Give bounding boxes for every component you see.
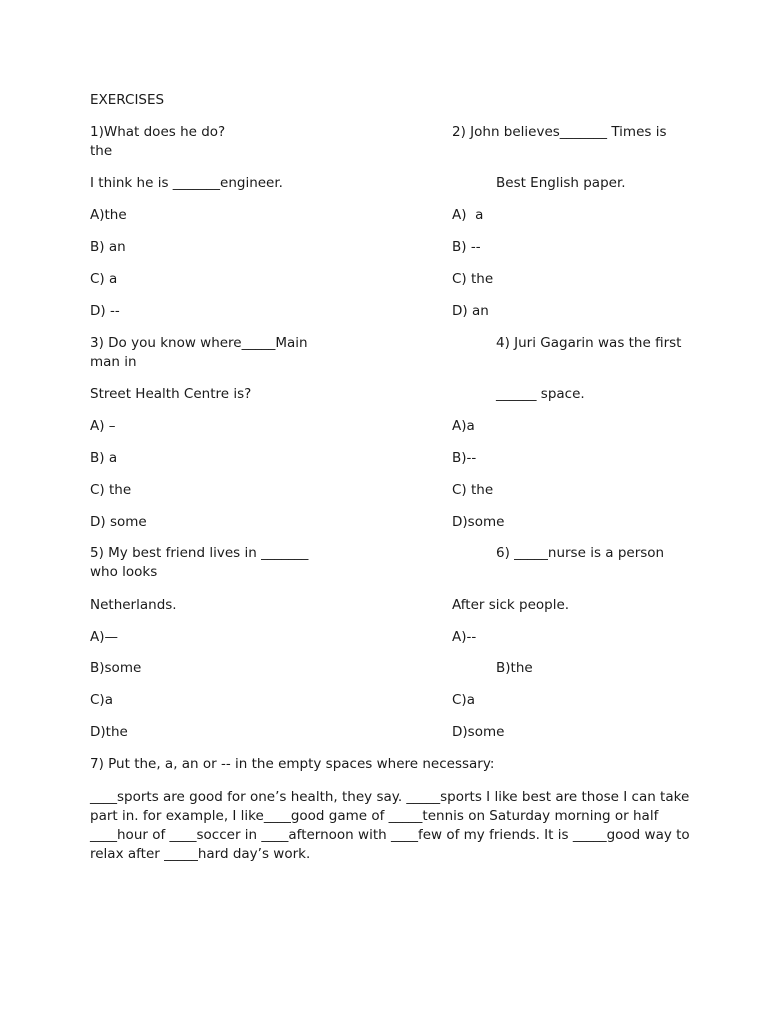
q1-prompt: 1)What does he do? [90, 124, 226, 140]
q6-option-c: C)a [452, 692, 475, 708]
q3-option-c: C) the [90, 482, 132, 498]
q6-prompt: 6) _____nurse is a person [496, 545, 665, 561]
q6-option-b: B)the [496, 660, 533, 676]
q5-option-c: C)a [90, 692, 113, 708]
q1-option-d: D) -- [90, 303, 120, 319]
q3-option-b: B) a [90, 450, 118, 466]
q1-prompt-continued: I think he is _______engineer. [90, 175, 283, 191]
q5-option-b: B)some [90, 660, 142, 676]
q2-prompt: 2) John believes_______ Times is the [90, 124, 667, 159]
q2-option-b: B) -- [452, 239, 481, 255]
q3-prompt: 3) Do you know where_____Main [90, 335, 308, 351]
q5-option-a: A)— [90, 629, 119, 645]
q5-prompt-continued: Netherlands. [90, 597, 177, 613]
q2-option-c: C) the [452, 271, 494, 287]
q5-prompt: 5) My best friend lives in _______ who looks [90, 545, 309, 580]
q6-prompt-continued: After sick people. [452, 597, 570, 613]
q6-option-a: A)-- [452, 629, 477, 645]
page-heading: EXERCISES [90, 92, 165, 108]
q3-option-d: D) some [90, 514, 147, 530]
q6-option-d: D)some [452, 724, 505, 740]
q2-option-a: A) a [452, 207, 484, 223]
q7-paragraph: ____sports are good for one’s health, they say. _____sports I like best are those I can take part in. for example, I like____good game of _____tennis on Saturday morning or half ____hour of ____soccer in ____afternoon with ____few of my friends. It is _____good way to relax after _____hard day’s work. [90, 789, 690, 862]
q4-option-a: A)a [452, 418, 475, 434]
q4-option-b: B)-- [452, 450, 477, 466]
q7-prompt: 7) Put the, a, an or -- in the empty spaces where necessary: [90, 756, 495, 772]
q4-prompt-continued: ______ space. [496, 386, 585, 402]
q2-option-d: D) an [452, 303, 489, 319]
q1-option-a: A)the [90, 207, 127, 223]
q3-option-a: A) – [90, 418, 116, 434]
q3-prompt-continued: Street Health Centre is? [90, 386, 252, 402]
q1-option-b: B) an [90, 239, 126, 255]
q4-option-d: D)some [452, 514, 505, 530]
q2-prompt-continued: Best English paper. [496, 175, 626, 191]
q4-prompt: 4) Juri Gagarin was the first man in [90, 335, 682, 370]
q1-option-c: C) a [90, 271, 118, 287]
q5-option-d: D)the [90, 724, 128, 740]
q4-option-c: C) the [452, 482, 494, 498]
